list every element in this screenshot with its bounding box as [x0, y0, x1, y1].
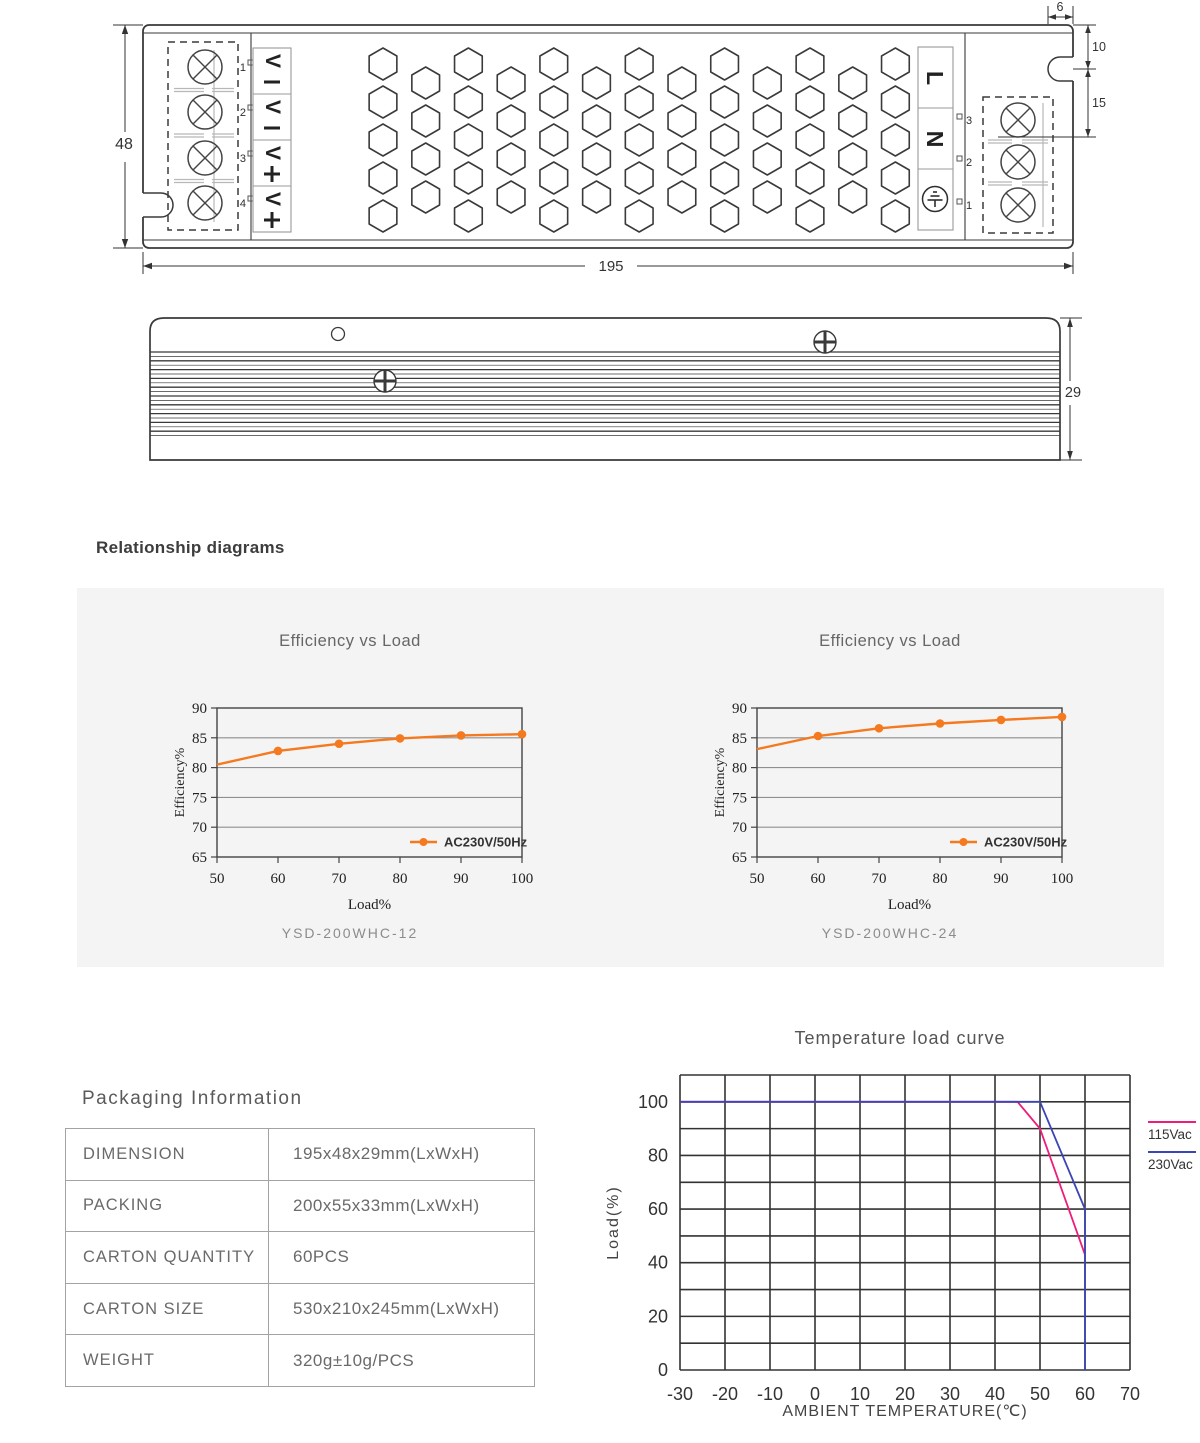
svg-text:10: 10 [1092, 40, 1106, 54]
mechanical-drawing [0, 0, 1200, 500]
svg-text:AMBIENT TEMPERATURE(℃): AMBIENT TEMPERATURE(℃) [782, 1403, 1028, 1420]
svg-text:80: 80 [932, 871, 948, 887]
svg-text:AC230V/50Hz: AC230V/50Hz [984, 834, 1068, 850]
dim-side-height-29 [1060, 318, 1082, 460]
svg-text:3: 3 [966, 115, 973, 127]
svg-text:30: 30 [939, 1384, 961, 1404]
svg-text:100: 100 [510, 871, 534, 887]
svg-text:80: 80 [732, 760, 747, 777]
packaging-row-value: 320g±10g/PCS [293, 1350, 415, 1370]
svg-text:90: 90 [192, 701, 207, 717]
svg-text:50: 50 [1029, 1384, 1051, 1404]
svg-text:65: 65 [732, 850, 747, 866]
dim-height-48 [113, 25, 143, 248]
svg-text:-10: -10 [756, 1384, 784, 1404]
svg-text:L: L [922, 70, 948, 86]
svg-text:50: 50 [209, 871, 225, 887]
svg-text:20: 20 [647, 1306, 668, 1327]
svg-text:50: 50 [749, 871, 765, 887]
dim-slot-offset-10 [1073, 25, 1106, 69]
svg-text:20: 20 [894, 1384, 916, 1404]
table-row [66, 1283, 534, 1335]
svg-text:70: 70 [732, 820, 747, 837]
efficiency-chart-title-12: Efficiency vs Load [279, 632, 421, 650]
packaging-row-label: DIMENSION [66, 1129, 269, 1180]
svg-text:70: 70 [192, 820, 207, 837]
svg-text:Load(%): Load(%) [605, 1185, 622, 1260]
svg-text:1: 1 [966, 200, 973, 212]
svg-text:-20: -20 [711, 1384, 739, 1404]
packaging-row-value: 200x55x33mm(LxWxH) [293, 1195, 480, 1215]
svg-text:Load%: Load% [347, 897, 392, 913]
temperature-chart-title: Temperature load curve [794, 1028, 1006, 1048]
temperature-load-curve-chart [600, 1018, 1200, 1443]
svg-text:90: 90 [993, 871, 1009, 887]
svg-text:80: 80 [647, 1145, 668, 1166]
svg-text:0: 0 [809, 1384, 821, 1404]
efficiency-vs-load-chart-24 [620, 615, 1160, 950]
svg-text:1: 1 [239, 62, 246, 74]
packaging-table [65, 1128, 535, 1387]
svg-text:90: 90 [732, 701, 747, 717]
model-label-24: YSD-200WHC-24 [821, 925, 959, 941]
svg-text:V: V [261, 99, 284, 115]
earth-ground-icon [923, 187, 948, 212]
svg-text:40: 40 [647, 1252, 668, 1273]
side-view [150, 318, 1082, 460]
vent-hex-pattern [369, 48, 909, 232]
svg-text:3: 3 [239, 153, 246, 165]
svg-text:65: 65 [192, 850, 207, 866]
output-terminal-labels [261, 54, 284, 228]
svg-text:-30: -30 [666, 1384, 694, 1404]
packaging-row-label: PACKING [66, 1181, 269, 1232]
svg-text:Efficiency%: Efficiency% [173, 747, 188, 818]
table-row [66, 1129, 534, 1180]
packaging-row-value: 60PCS [293, 1247, 350, 1267]
svg-text:2: 2 [966, 157, 973, 169]
svg-text:Efficiency%: Efficiency% [713, 747, 728, 818]
svg-text:75: 75 [732, 790, 747, 807]
svg-text:100: 100 [637, 1091, 668, 1112]
phillips-screw-icon [374, 370, 396, 392]
svg-text:N: N [922, 130, 948, 148]
table-row [66, 1334, 534, 1386]
output-terminal-block [168, 42, 291, 232]
efficiency-vs-load-chart-12 [80, 615, 620, 950]
svg-text:15: 15 [1092, 96, 1106, 110]
svg-text:60: 60 [1074, 1384, 1096, 1404]
svg-text:85: 85 [192, 730, 207, 747]
svg-text:6: 6 [1056, 0, 1064, 14]
input-terminal-labels-block [918, 47, 953, 230]
efficiency-chart-title-24: Efficiency vs Load [819, 632, 961, 650]
svg-text:4: 4 [239, 198, 246, 210]
case-hole [332, 328, 345, 341]
svg-text:2: 2 [239, 107, 246, 119]
packaging-row-label: WEIGHT [66, 1335, 269, 1386]
packaging-row-value: 195x48x29mm(LxWxH) [293, 1144, 480, 1164]
svg-text:Load%: Load% [887, 897, 932, 913]
phillips-screw-icon [814, 331, 836, 353]
svg-text:80: 80 [192, 760, 207, 777]
model-label-12: YSD-200WHC-12 [281, 925, 419, 941]
svg-text:0: 0 [657, 1360, 668, 1380]
dim-length-195 [143, 252, 1073, 275]
dim-ear-6 [1048, 0, 1073, 24]
svg-text:60: 60 [647, 1199, 668, 1220]
svg-text:70: 70 [1119, 1384, 1141, 1404]
svg-text:230Vac: 230Vac [1148, 1157, 1193, 1172]
table-row [66, 1231, 534, 1283]
packaging-row-label: CARTON SIZE [66, 1284, 269, 1335]
svg-text:V: V [261, 53, 284, 69]
packaging-row-label: CARTON QUANTITY [66, 1232, 269, 1283]
relationship-heading: Relationship diagrams [96, 538, 285, 557]
svg-text:40: 40 [984, 1384, 1006, 1404]
top-view [113, 0, 1106, 275]
svg-text:100: 100 [1050, 871, 1074, 887]
svg-text:195: 195 [598, 258, 624, 275]
svg-text:V: V [261, 191, 284, 207]
svg-text:60: 60 [270, 871, 286, 887]
svg-text:60: 60 [810, 871, 826, 887]
input-terminal-block [957, 97, 1053, 233]
svg-text:10: 10 [849, 1384, 871, 1404]
svg-text:85: 85 [732, 730, 747, 747]
svg-text:AC230V/50Hz: AC230V/50Hz [444, 834, 528, 850]
input-terminal-numbers [966, 115, 972, 212]
heatsink-ribs [150, 352, 1060, 436]
svg-text:29: 29 [1064, 385, 1082, 401]
output-terminal-screws [188, 50, 222, 220]
svg-text:70: 70 [331, 871, 347, 887]
svg-text:48: 48 [115, 136, 133, 153]
packaging-row-value: 530x210x245mm(LxWxH) [293, 1299, 500, 1319]
svg-text:80: 80 [392, 871, 408, 887]
svg-text:70: 70 [871, 871, 887, 887]
svg-text:90: 90 [453, 871, 469, 887]
packaging-heading: Packaging Information [82, 1088, 303, 1109]
svg-text:75: 75 [192, 790, 207, 807]
svg-text:115Vac: 115Vac [1148, 1127, 1192, 1142]
table-row [66, 1180, 534, 1232]
svg-text:V: V [261, 145, 284, 161]
output-terminal-numbers [240, 62, 246, 210]
input-terminal-screws [1001, 103, 1035, 222]
